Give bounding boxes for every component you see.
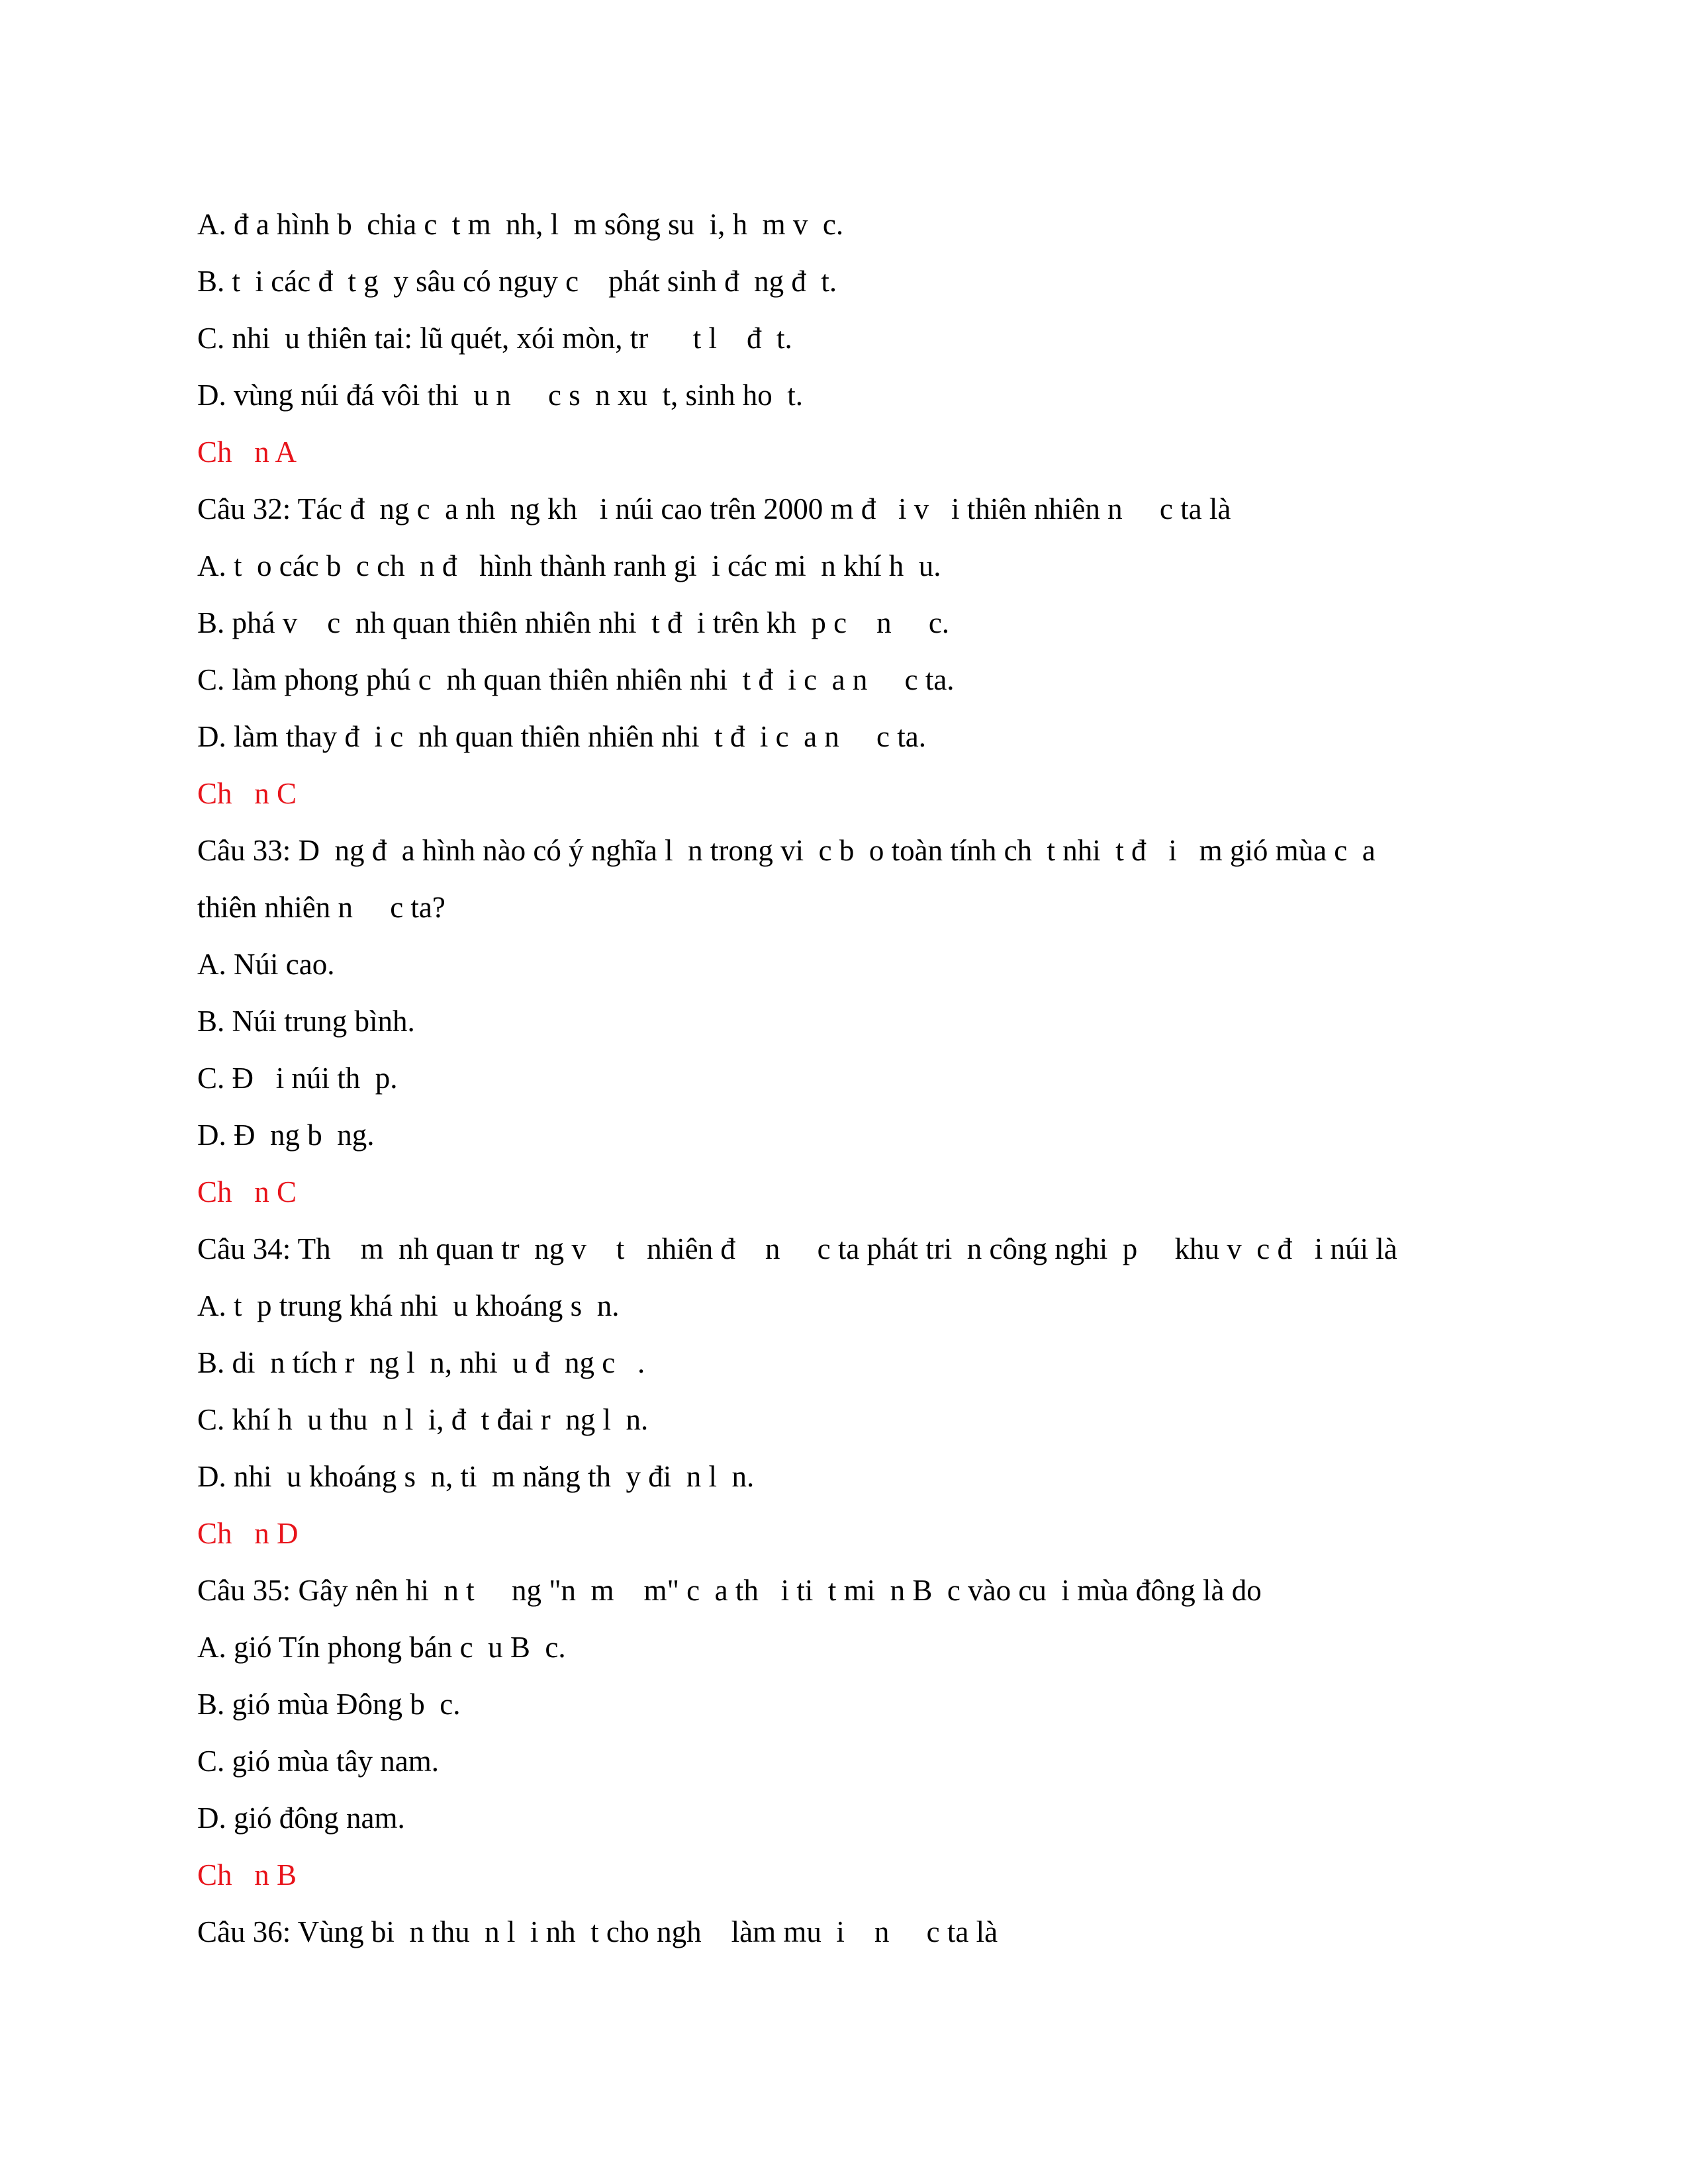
option-line: D. làm thay đ i c nh quan thiên nhiên nhi t đ i c a n c ta. [197, 720, 927, 753]
question-line: Câu 35: Gây nên hi n t ng "n m m" c a th i ti t mi n B c vào cu i mùa đông là do [197, 1574, 1262, 1607]
option-line: B. phá v c nh quan thiên nhiên nhi t đ i trên kh p c n c. [197, 606, 950, 639]
answer-line: Ch n C [197, 777, 297, 810]
option-line: C. làm phong phú c nh quan thiên nhiên nhi t đ i c a n c ta. [197, 663, 955, 696]
option-line: D. nhi u khoáng s n, ti m năng th y đi n l n. [197, 1460, 755, 1493]
question-line: Câu 36: Vùng bi n thu n l i nh t cho ngh làm mu i n c ta là [197, 1915, 998, 1948]
question-line: Câu 32: Tác đ ng c a nh ng kh i núi cao trên 2000 m đ i v i thiên nhiên n c ta là [197, 492, 1231, 525]
option-line: A. gió Tín phong bán c u B c. [197, 1631, 566, 1664]
option-line: B. Núi trung bình. [197, 1005, 415, 1038]
option-line: C. khí h u thu n l i, đ t đai r ng l n. [197, 1403, 649, 1436]
option-line: D. gió đông nam. [197, 1801, 405, 1835]
option-line: A. đ a hình b chia c t m nh, l m sông su i, h m v c. [197, 208, 844, 241]
option-line: D. Đ ng b ng. [197, 1118, 375, 1152]
answer-line: Ch n B [197, 1858, 297, 1891]
option-line: A. Núi cao. [197, 948, 335, 981]
option-line: C. gió mùa tây nam. [197, 1745, 439, 1778]
document-body [197, 196, 1521, 1960]
answer-line: Ch n C [197, 1175, 297, 1208]
option-line: B. t i các đ t g y sâu có nguy c phát sinh đ ng đ t. [197, 265, 837, 298]
question-line: thiên nhiên n c ta? [197, 891, 445, 924]
question-line: Câu 34: Th m nh quan tr ng v t nhiên đ n c ta phát tri n công nghi p khu v c đ i núi là [197, 1232, 1397, 1265]
option-line: B. gió mùa Đông b c. [197, 1688, 461, 1721]
option-line: A. t o các b c ch n đ hình thành ranh gi i các mi n khí h u. [197, 549, 941, 582]
answer-line: Ch n D [197, 1517, 299, 1550]
option-line: B. di n tích r ng l n, nhi u đ ng c . [197, 1346, 645, 1379]
option-line: D. vùng núi đá vôi thi u n c s n xu t, sinh ho t. [197, 379, 803, 412]
question-line: Câu 33: D ng đ a hình nào có ý nghĩa l n trong vi c b o toàn tính ch t nhi t đ i m gió mùa c a [197, 834, 1376, 867]
answer-line: Ch n A [197, 435, 297, 469]
option-line: C. nhi u thiên tai: lũ quét, xói mòn, tr t l đ t. [197, 322, 792, 355]
option-line: A. t p trung khá nhi u khoáng s n. [197, 1289, 620, 1322]
option-line: C. Đ i núi th p. [197, 1062, 398, 1095]
